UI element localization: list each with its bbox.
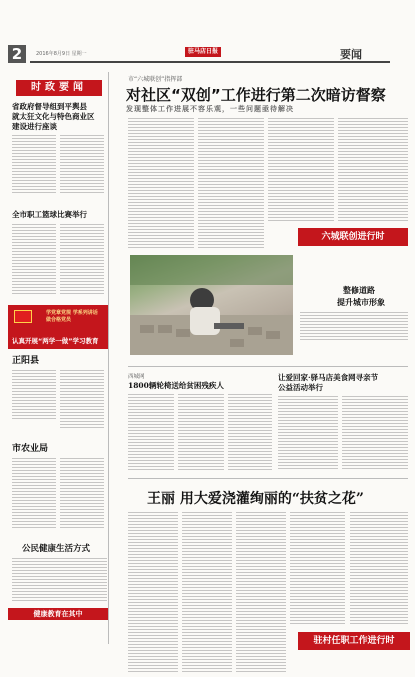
article-2-body — [12, 224, 56, 296]
article-1-body — [12, 135, 56, 195]
divider — [128, 366, 408, 367]
article-1-title[interactable]: 省政府督导组到平舆县 — [12, 102, 87, 111]
feature-body-col4 — [290, 512, 345, 624]
lead-body-col2 — [198, 118, 264, 250]
news-2-body-col1 — [278, 396, 338, 470]
page-number: 2 — [8, 45, 26, 63]
box-body — [12, 558, 107, 602]
banner-line-3: 认真开展“两学一做”学习教育 — [12, 337, 99, 345]
feature-body-col2 — [182, 512, 232, 672]
article-4-body-col2 — [60, 458, 104, 528]
news-1-body-col1 — [128, 394, 174, 470]
party-flag-icon — [14, 310, 32, 323]
article-4-body — [12, 458, 56, 528]
lead-kicker: 市“六城联创”指挥部 — [128, 76, 183, 83]
article-2-title[interactable]: 全市职工篮球比赛举行 — [12, 210, 87, 219]
article-1-title-line3[interactable]: 建设进行座谈 — [12, 122, 57, 131]
article-3-body — [12, 370, 56, 420]
news-1-body-col3 — [228, 394, 272, 470]
feature-body-col5 — [350, 512, 408, 624]
date-line: 2016年8月9日 星期一 — [36, 51, 87, 57]
section-title: 要闻 — [340, 48, 362, 61]
lead-body-col4 — [338, 118, 408, 223]
divider — [128, 478, 408, 479]
news-1-body-col2 — [178, 394, 224, 470]
feature-body-col3 — [236, 512, 286, 672]
article-1-title-line2[interactable]: 就太狂文化与特色商业区 — [12, 112, 95, 121]
article-3-title[interactable]: 正阳县 — [12, 356, 40, 366]
road-repair-photo — [130, 255, 293, 355]
article-2-body-col2 — [60, 224, 104, 296]
health-education-bar: 健康教育在其中 — [8, 608, 108, 620]
banner-line-2: 做合格党员 — [46, 317, 72, 323]
feature-headline[interactable]: 王丽 用大爱浇灌绚丽的“扶贫之花” — [147, 491, 364, 507]
news-2-headline[interactable]: 让爱回家·驿马店美食网寻亲节 — [278, 373, 379, 382]
lead-headline[interactable]: 对社区“双创”工作进行第二次暗访督察 — [126, 86, 386, 104]
news-2-body-col2 — [342, 396, 408, 470]
news-2-headline-line2[interactable]: 公益活动举行 — [278, 383, 323, 392]
lead-body-col1 — [128, 118, 194, 250]
article-1-body-col2 — [60, 135, 104, 195]
photo-caption — [300, 312, 408, 342]
article-3-body-col2 — [60, 370, 104, 430]
news-1-kicker: 西城网 — [128, 374, 145, 380]
lianchuang-bar: 六城联创进行时 — [298, 228, 408, 246]
banner-line-1: 学党章党规 学系列讲话 — [46, 310, 98, 316]
box-title: 公民健康生活方式 — [22, 544, 91, 554]
photo-title-line-1: 整修道路 — [343, 285, 375, 295]
column-title: 时政要闻 — [16, 80, 102, 96]
photo-title-line-2: 提升城市形象 — [337, 297, 385, 307]
zhucun-bar: 驻村任职工作进行时 — [298, 632, 410, 650]
lead-subhead: 发现整体工作进展不容乐观，一些问题亟待解决 — [126, 105, 294, 113]
news-1-headline[interactable]: 1800辆轮椅送给贫困残疾人 — [128, 381, 224, 390]
feature-body-col1 — [128, 512, 178, 672]
newspaper-logo: 驻马店日报 — [185, 47, 221, 57]
article-4-title[interactable]: 市农业局 — [12, 444, 49, 454]
lead-body-col3 — [268, 118, 334, 223]
